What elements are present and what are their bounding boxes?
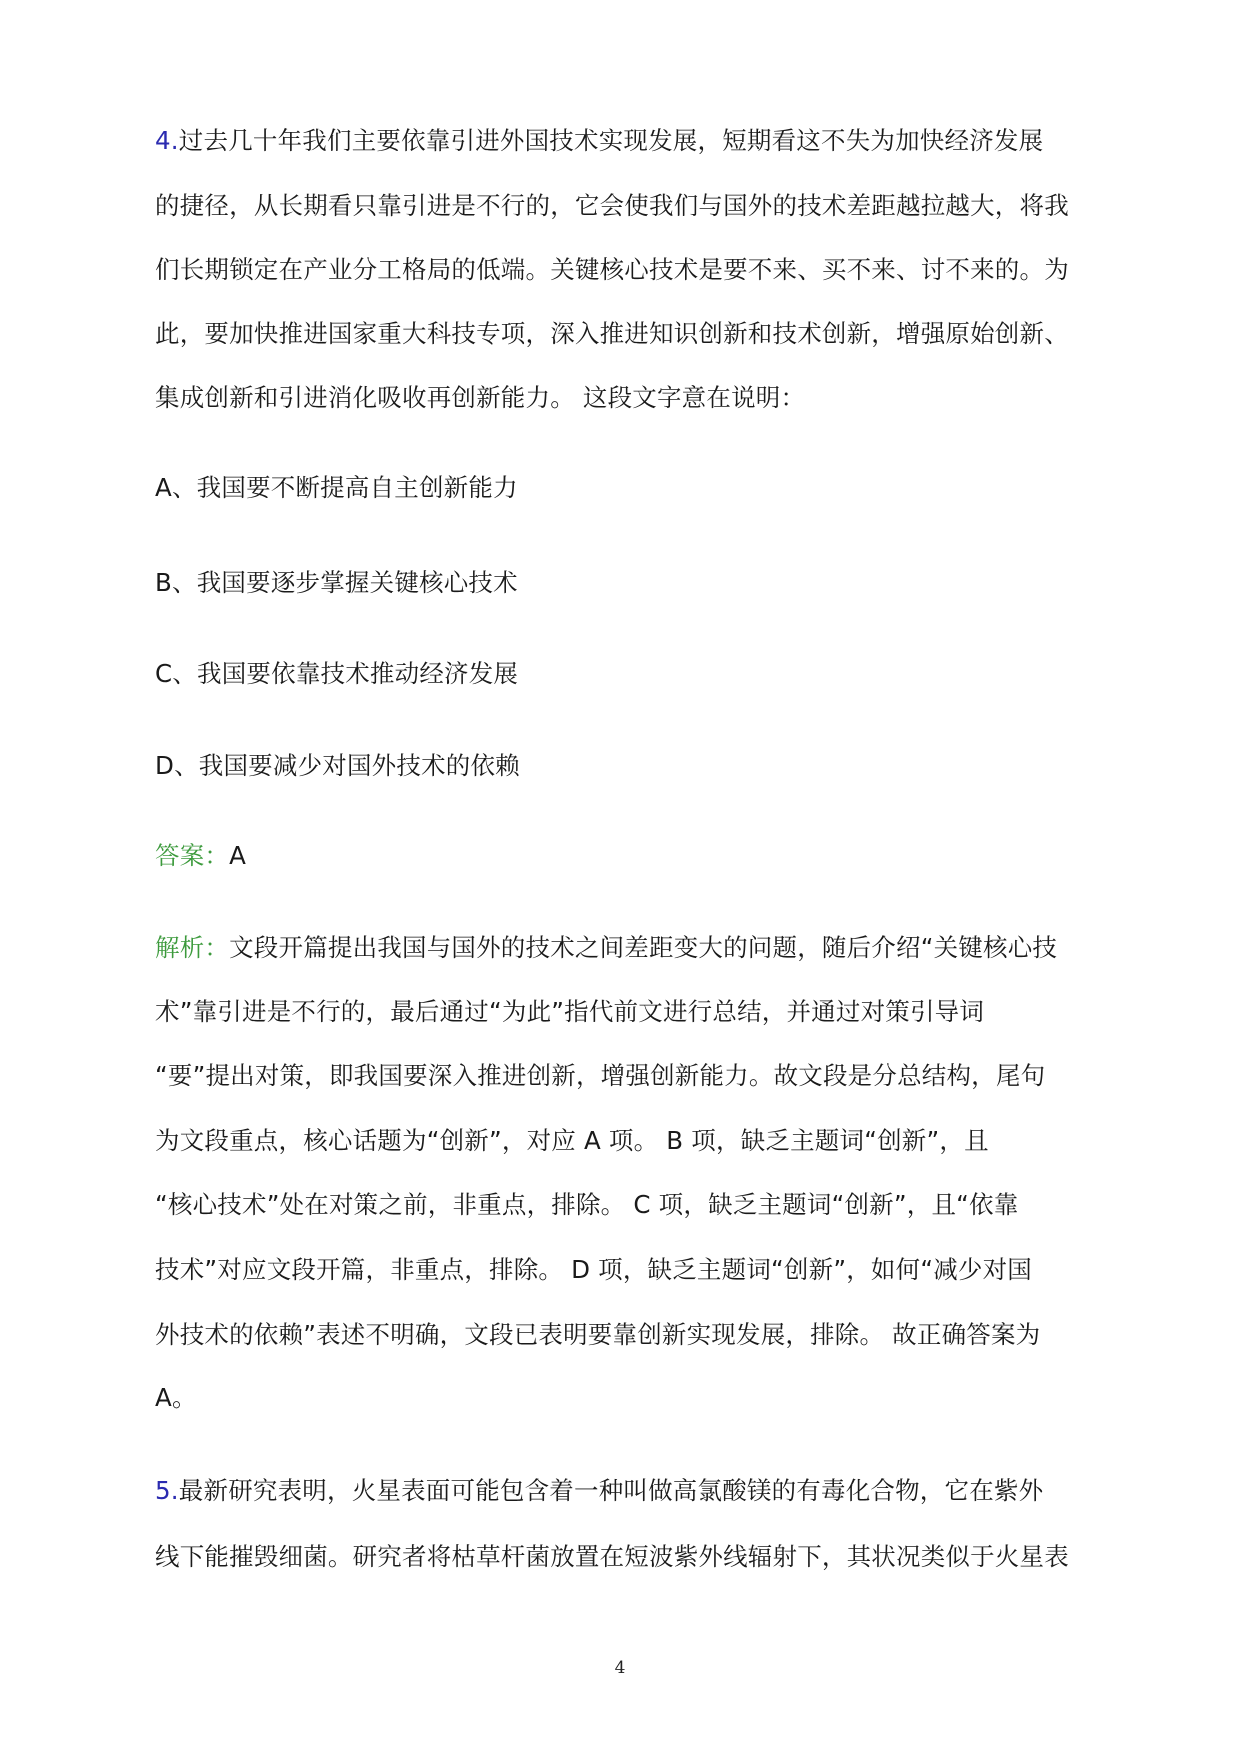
option-label: A、 <box>155 473 197 502</box>
option-b <box>155 567 518 599</box>
question-4-stem-line <box>155 125 1043 157</box>
question-number: 5 <box>155 1476 171 1505</box>
analysis-line: 外技术的依赖”表述不明确，文段已表明要靠创新实现发展，排除。 故正确答案为 <box>155 1320 1041 1349</box>
question-4-stem-line: 集成创新和引进消化吸收再创新能力。 这段文字意在说明： <box>155 383 806 412</box>
analysis-line: 术”靠引进是不行的，最后通过“为此”指代前文进行总结，并通过对策引导词 <box>155 997 985 1026</box>
analysis-line: 为文段重点，核心话题为“创新”，对应 A 项。 B 项，缺乏主题词“创新”，且 <box>155 1126 989 1155</box>
option-a <box>155 472 518 504</box>
question-stem-text: 最新研究表明，火星表面可能包含着一种叫做高氯酸镁的有毒化合物，它在紫外 <box>178 1476 1044 1505</box>
analysis-line: A。 <box>155 1383 197 1412</box>
analysis-line <box>155 932 1057 964</box>
answer-value: A <box>229 841 247 870</box>
analysis-line: 技术”对应文段开篇，非重点，排除。 D 项，缺乏主题词“创新”，如何“减少对国 <box>155 1255 1033 1284</box>
analysis-line: “要”提出对策，即我国要深入推进创新，增强创新能力。故文段是分总结构，尾句 <box>155 1061 1046 1090</box>
question-4-stem-line: 们长期锁定在产业分工格局的低端。关键核心技术是要不来、买不来、讨不来的。为 <box>155 255 1069 284</box>
option-d <box>155 750 520 782</box>
option-text: 我国要减少对国外技术的依赖 <box>198 751 520 780</box>
option-text: 我国要依靠技术推动经济发展 <box>197 659 519 688</box>
page-number: 4 <box>614 1658 626 1678</box>
analysis-line: “核心技术”处在对策之前，非重点，排除。 C 项，缺乏主题词“创新”，且“依靠 <box>155 1190 1019 1219</box>
analysis-text: 文段开篇提出我国与国外的技术之间差距变大的问题，随后介绍“关键核心技 <box>229 933 1058 962</box>
question-number: 4 <box>155 126 171 155</box>
option-label: C、 <box>155 659 198 688</box>
answer-line <box>155 840 246 872</box>
question-5-stem-line <box>155 1475 1043 1507</box>
analysis-label: 解析： <box>155 933 230 962</box>
answer-label: 答案： <box>155 841 230 870</box>
question-4-stem-line: 此，要加快推进国家重大科技专项，深入推进知识创新和技术创新，增强原始创新、 <box>155 319 1069 348</box>
option-text: 我国要逐步掌握关键核心技术 <box>196 568 518 597</box>
option-label: D、 <box>155 751 199 780</box>
option-label: B、 <box>155 568 197 597</box>
question-number-separator: . <box>170 126 179 155</box>
question-5-stem-line: 线下能摧毁细菌。研究者将枯草杆菌放置在短波紫外线辐射下，其状况类似于火星表 <box>155 1542 1069 1571</box>
question-number-separator: . <box>170 1476 179 1505</box>
option-text: 我国要不断提高自主创新能力 <box>196 473 518 502</box>
question-stem-text: 过去几十年我们主要依靠引进外国技术实现发展，短期看这不失为加快经济发展 <box>178 126 1044 155</box>
question-4-stem-line: 的捷径，从长期看只靠引进是不行的，它会使我们与国外的技术差距越拉越大，将我 <box>155 191 1069 220</box>
option-c <box>155 658 518 690</box>
